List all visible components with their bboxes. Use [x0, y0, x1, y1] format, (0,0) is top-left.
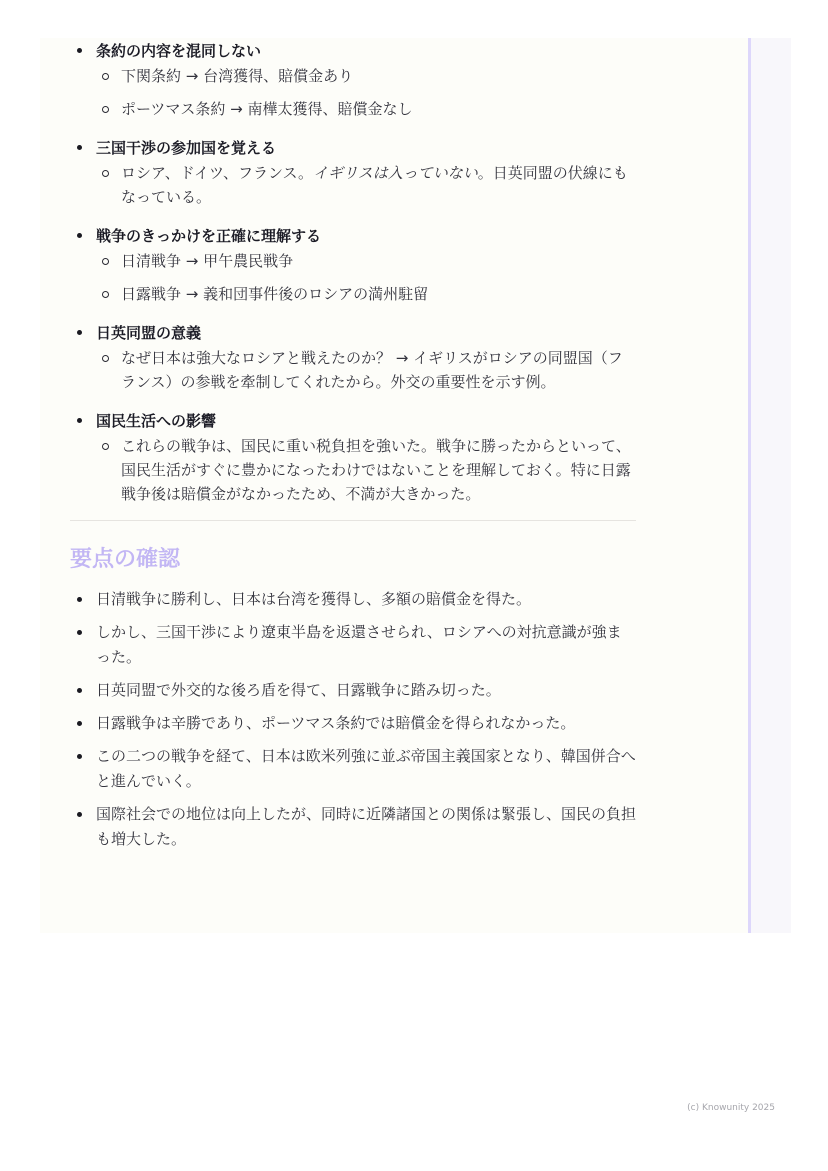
key-point-detail: 日清戦争 → 甲午農民戦争 [96, 249, 636, 273]
section-divider [70, 520, 636, 521]
summary-list [70, 587, 636, 852]
key-point-title: 国民生活への影響 [96, 412, 217, 430]
summary-item: 日英同盟で外交的な後ろ盾を得て、日露戦争に踏み切った。 [70, 678, 636, 703]
key-point-title: 三国干渉の参加国を覚える [96, 139, 277, 157]
key-point-detail [96, 161, 636, 209]
key-point-title: 日英同盟の意義 [96, 324, 202, 342]
key-point-details [96, 64, 636, 121]
copyright-footer: (c) Knowunity 2025 [687, 1103, 775, 1113]
key-point-title: 戦争のきっかけを正確に理解する [96, 227, 322, 245]
key-point-details [96, 249, 636, 306]
detail-emphasis: イギリスは入っていない [313, 164, 478, 182]
key-point [70, 38, 636, 121]
key-point [70, 320, 636, 394]
summary-item: この二つの戦争を経て、日本は欧米列強に並ぶ帝国主義国家となり、韓国併合へと進んでいく。 [70, 744, 636, 794]
key-point-details [96, 434, 636, 506]
key-point-detail: これらの戦争は、国民に重い税負担を強いた。戦争に勝ったからといって、国民生活がすぐに豊かになったわけではないことを理解しておく。特に日露戦争後は賠償金がなかったため、不満が大きかった。 [96, 434, 636, 506]
summary-item: 日清戦争に勝利し、日本は台湾を獲得し、多額の賠償金を得た。 [70, 587, 636, 612]
summary-heading: 要点の確認 [70, 547, 181, 572]
side-strip [751, 38, 791, 933]
key-point-title: 条約の内容を混同しない [96, 42, 262, 60]
document-content [70, 38, 636, 860]
summary-item: 日露戦争は辛勝であり、ポーツマス条約では賠償金を得られなかった。 [70, 711, 636, 736]
key-point [70, 135, 636, 209]
summary-item: 国際社会での地位は向上したが、同時に近隣諸国との関係は緊張し、国民の負担も増大した。 [70, 802, 636, 852]
summary-item: しかし、三国干渉により遼東半島を返還させられ、ロシアへの対抗意識が強まった。 [70, 620, 636, 670]
key-point [70, 408, 636, 506]
key-point-detail: ポーツマス条約 → 南樺太獲得、賠償金なし [96, 97, 636, 121]
detail-text: 。日英同盟の伏線にもなっている。 [121, 164, 628, 206]
detail-text: ロシア、ドイツ、フランス。 [121, 164, 314, 182]
key-point-details [96, 346, 636, 394]
key-point-detail: なぜ日本は強大なロシアと戦えたのか？ → イギリスがロシアの同盟国（フランス）の参戦を牽制してくれたから。外交の重要性を示す例。 [96, 346, 636, 394]
key-point-detail: 下関条約 → 台湾獲得、賠償金あり [96, 64, 636, 88]
key-point [70, 223, 636, 306]
key-point-details [96, 161, 636, 209]
key-points-list [70, 38, 636, 506]
key-point-detail: 日露戦争 → 義和団事件後のロシアの満州駐留 [96, 282, 636, 306]
